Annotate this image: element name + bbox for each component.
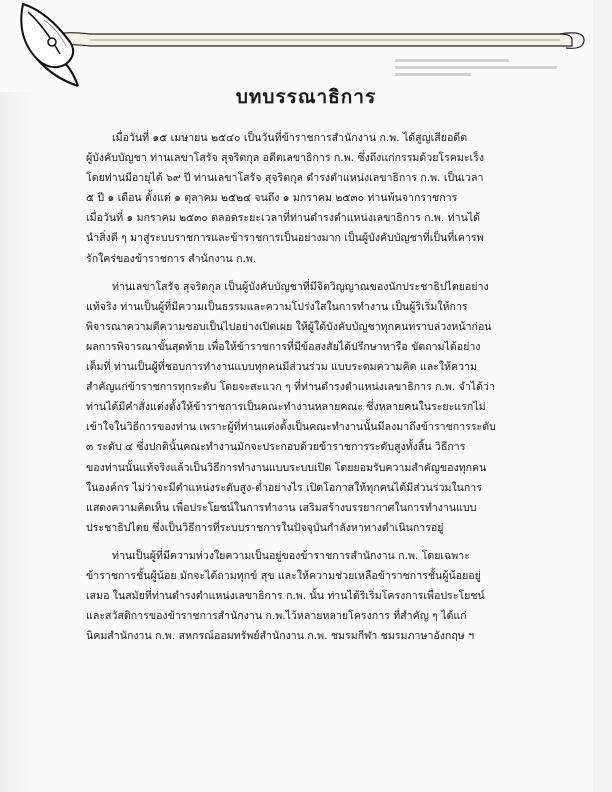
paragraph-line: ในองค์กร ไม่ว่าจะมีตำแหน่งระดับสูง-ต่ำอย่างไร เปิดโอกาสให้ทุกคนได้มีส่วนร่วมในการ — [86, 481, 482, 494]
paragraph-line: และสวัสดิการของข้าราชการสำนักงาน ก.พ.ไว้หลายหลายโครงการ ที่สำคัญ ๆ ได้แก่ — [86, 610, 467, 623]
paragraph-line: ท่านเป็นผู้ที่มีความห่วงใยความเป็นอยู่ของข้าราชการสำนักงาน ก.พ. โดยเฉพาะ — [112, 549, 470, 562]
paragraph-line: ๓ ระดับ ๔ ซึ่งปกตินั้นคณะทำงานมักจะประกอบด้วยข้าราชการระดับสูงทั้งสิ้น วิธีการ — [86, 441, 466, 454]
paragraph-line: ท่านเลขาโสรัจ สุจริตกุล เป็นผู้บังคับบัญชาที่มีจิตวิญญาณของนักประชาธิปไตยอย่าง — [112, 280, 489, 293]
paragraph-line: เต็มที่ ท่านเป็นผู้ที่ชอบการทำงานแบบทุกคนมีส่วนร่วม แบบระดมความคิด และให้ความ — [86, 361, 477, 374]
paragraph-line: เมื่อวันที่ ๑๕ เมษายน ๒๕๔๐ เป็นวันที่ข้าราชการสำนักงาน ก.พ. ได้สูญเสียอดีต — [112, 132, 468, 144]
paragraph-line: แท้จริง ท่านเป็นผู้ที่มีความเป็นธรรมและความโปร่งใสในการทำงาน เป็นผู้ริเริ่มให้การ — [86, 300, 468, 313]
paragraph-line: นำสิ่งดี ๆ มาสู่ระบบราชการและข้าราชการเป็นอย่างมาก เป็นผู้บังคับบัญชาที่เป็นที่เคารพ — [86, 232, 484, 245]
paragraph-line: ผลการพิจารณาขั้นสุดท้าย เพื่อให้ข้าราชการที่มีข้อสงสัยได้ปรึกษาหารือ ขัดถามได้อย่าง — [86, 340, 481, 353]
paragraph-line: นิคมสำนักงาน ก.พ. สหกรณ์ออมทรัพย์สำนักงาน ก.พ. ชมรมกีฬา ชมรมภาษาอังกฤษ ฯ — [86, 630, 475, 643]
paragraph-line: โดยท่านมีอายุได้ ๖๙ ปี ท่านเลขาโสรัจ สุจริตกุล ดำรงตำแหน่งเลขาธิการ ก.พ. เป็นเวลา — [86, 172, 484, 185]
paragraph-line: ๕ ปี ๑ เดือน ตั้งแต่ ๑ ตุลาคม ๒๕๒๔ จนถึง ๑ มกราคม ๒๕๓๐ ท่านพ้นจากราชการ — [86, 192, 458, 205]
paragraph-line: ผู้บังคับบัญชา ท่านเลขาโสรัจ สุจริตกุล อดีตเลขาธิการ ก.พ. ซึ่งถึงแก่กรรมด้วยโรคมะเร็ง — [86, 152, 485, 165]
scan-right-margin — [593, 0, 612, 792]
paragraph-line: ข้าราชการชั้นผู้น้อย มักจะได้ถามทุกข์ สุข และให้ความช่วยเหลือข้าราชการชั้นผู้น้อยอยู่ — [86, 569, 481, 582]
editorial-body — [86, 128, 564, 654]
paragraph-line: ประชาธิปไตย ซึ่งเป็นวิธีการที่ระบบราชการในปัจจุบันกำลังหาทางดำเนินการอยู่ — [86, 521, 444, 534]
paragraph-line: รักใคร่ของข้าราชการ สำนักงาน ก.พ. — [86, 252, 257, 265]
paragraph-line: เสมอ ในสมัยที่ท่านดำรงตำแหน่งเลขาธิการ ก.พ. นั้น ท่านได้ริเริ่มโครงการเพื่อประโยชน์ — [86, 590, 485, 603]
paragraph-line: ของท่านนั้นแท้จริงแล้วเป็นวิธีการทำงานแบบระบบเปิด โดยยอมรับความสำคัญของทุกคน — [86, 461, 487, 474]
paragraph-line: แสดงความคิดเห็น เพื่อประโยชน์ในการทำงาน เสริมสร้างบรรยากาศในการทำงานแบบ — [86, 501, 477, 514]
paragraph-line: ท่านได้มีคำสั่งแต่งตั้งให้ข้าราชการเป็นคณะทำงานหลายคณะ ซึ่งหลายคนในระยะแรกไม่ — [86, 401, 486, 414]
paragraph-1 — [86, 128, 564, 269]
scan-left-shadow — [0, 92, 38, 792]
paragraph-line: เข้าใจในวิธีการของท่าน เพราะผู้ที่ท่านแต่งตั้งเป็นคณะทำงานนั้นมีลงมาถึงข้าราชการระดับ — [86, 421, 496, 434]
page-title: บทบรรณาธิการ — [235, 86, 377, 108]
paragraph-line: สำคัญแก่ข้าราชการทุกระดับ โดยจะสะแวก ๆ ที่ท่านดำรงตำแหน่งเลขาธิการ ก.พ. จำได้ว่า — [86, 381, 495, 394]
paragraph-3 — [86, 546, 564, 646]
paragraph-line: พิจารณาความดีความชอบเป็นไปอย่างเปิดเผย ให้ผู้ใต้บังคับบัญชาทุกคนทราบล่วงหน้าก่อน — [86, 320, 492, 333]
paragraph-2 — [86, 277, 564, 538]
paragraph-line: เมื่อวันที่ ๑ มกราคม ๒๕๓๐ ตลอดระยะเวลาที่ท่านดำรงตำแหน่งเลขาธิการ ก.พ. ท่านได้ — [86, 212, 481, 225]
